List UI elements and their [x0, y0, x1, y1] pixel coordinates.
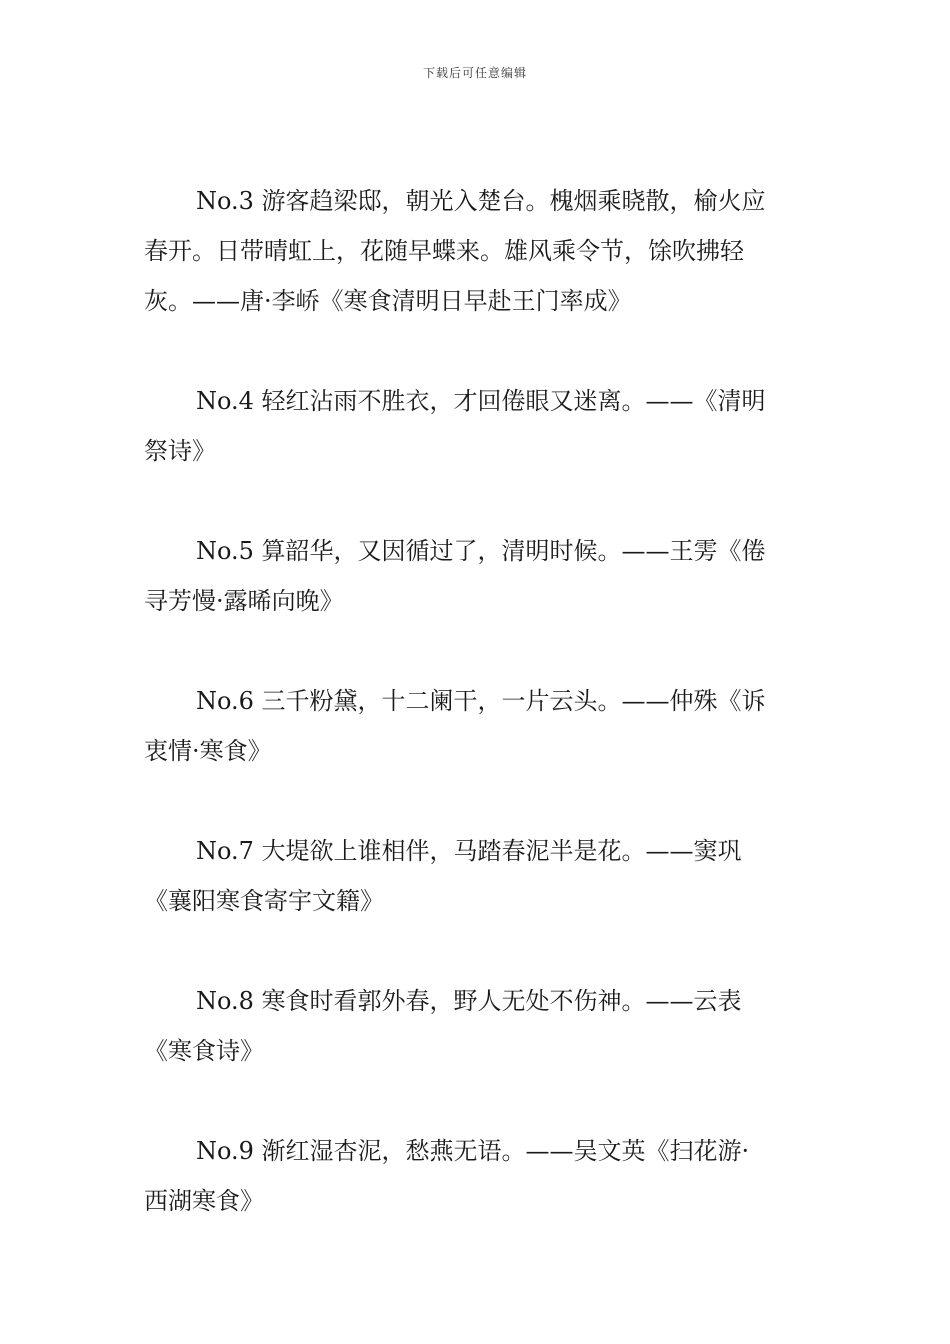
page-header-note: 下载后可任意编辑 [422, 66, 527, 80]
entry-line: No.4 轻红沾雨不胜衣，才回倦眼又迷离。——《清明 [196, 387, 766, 415]
poem-entries [144, 176, 808, 1276]
poem-entry-3 [144, 176, 808, 376]
poem-entry-9 [144, 1126, 808, 1276]
entry-line: 灰。——唐·李峤《寒食清明日早赴王门率成》 [144, 287, 632, 315]
entry-line: 春开。日带晴虹上，花随早蝶来。雄风乘令节，馀吹拂轻 [144, 237, 744, 265]
poem-entry-8 [144, 976, 808, 1126]
poem-entry-6 [144, 676, 808, 826]
entry-line: No.7 大堤欲上谁相伴，马踏春泥半是花。——窦巩 [196, 837, 742, 865]
entry-line: No.3 游客趋梁邸，朝光入楚台。槐烟乘晓散，榆火应 [196, 187, 766, 215]
entry-line: 祭诗》 [144, 437, 216, 465]
entry-line: 衷情·寒食》 [144, 737, 272, 765]
entry-line: 《寒食诗》 [144, 1037, 264, 1065]
entry-line: No.6 三千粉黛，十二阑干，一片云头。——仲殊《诉 [196, 687, 766, 715]
poem-entry-4 [144, 376, 808, 526]
poem-entry-7 [144, 826, 808, 976]
entry-line: No.9 渐红湿杏泥，愁燕无语。——吴文英《扫花游· [196, 1137, 750, 1165]
entry-line: 寻芳慢·露晞向晚》 [144, 587, 344, 615]
poem-entry-5 [144, 526, 808, 676]
entry-line: 《襄阳寒食寄宇文籍》 [144, 887, 384, 915]
entry-line: No.5 算韶华，又因循过了，清明时候。——王雱《倦 [196, 537, 766, 565]
entry-line: 西湖寒食》 [144, 1187, 264, 1215]
entry-line: No.8 寒食时看郭外春，野人无处不伤神。——云表 [196, 987, 742, 1015]
